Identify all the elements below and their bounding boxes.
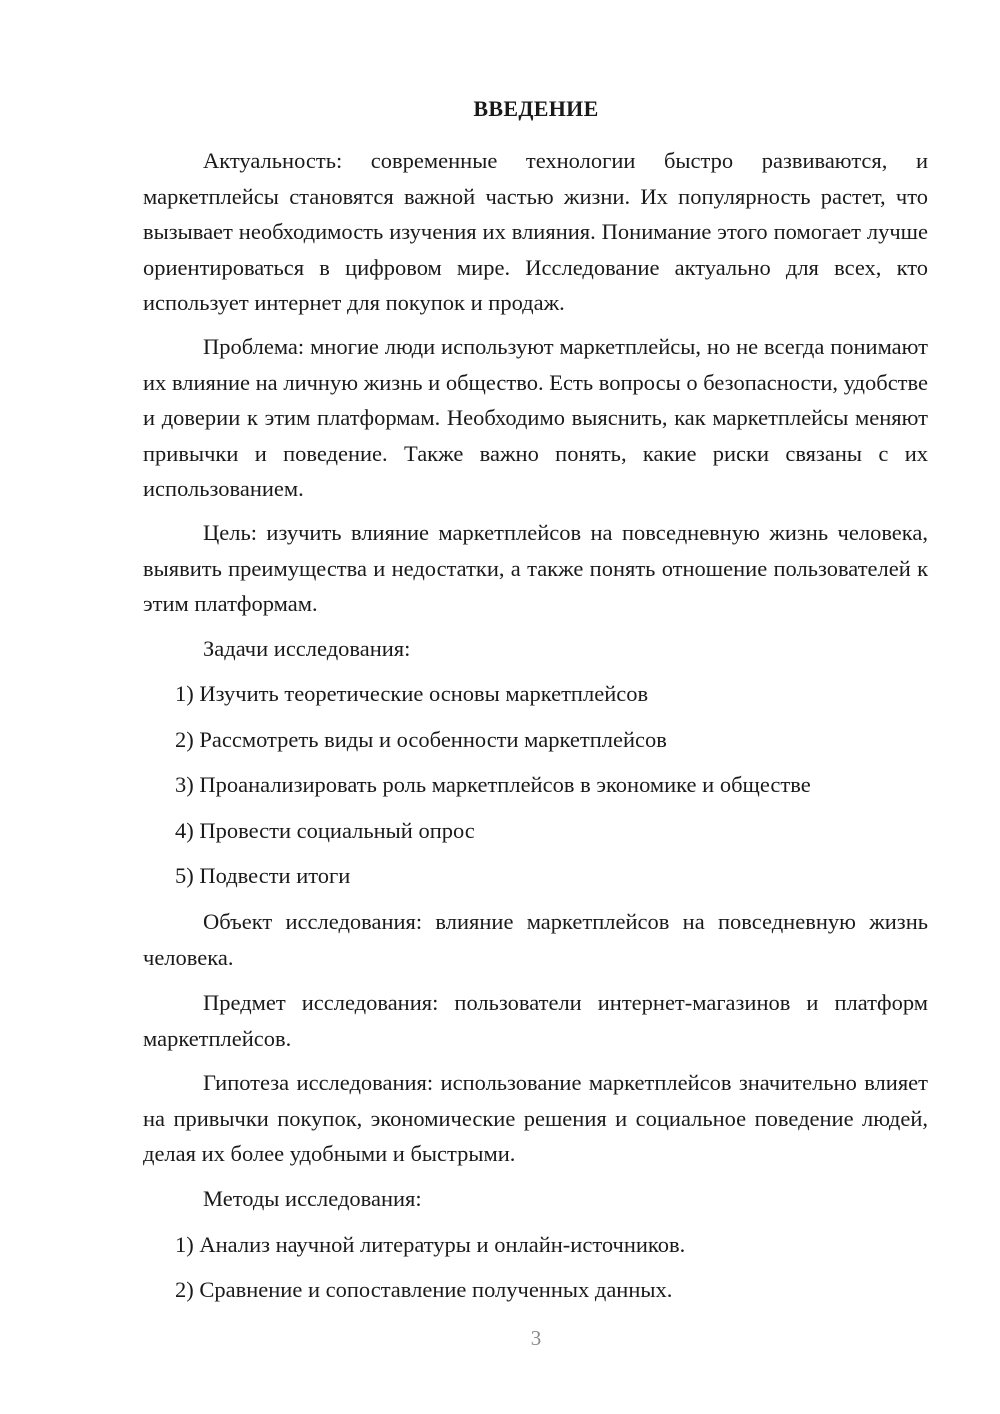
page-title: ВВЕДЕНИЕ (473, 96, 599, 121)
relevance-paragraph: Актуальность: современные технологии быстро развиваются, и маркетплейсы становятся важной частью жизни. Их популярность растет, что вызывает необходимость изучения их влияния. Понимание этого помогает лучше ориентироваться в цифровом мире. Исследование актуально для всех, кто использует интернет для покупок и продаж. (143, 148, 928, 315)
task-item: 5) Подвести итоги (175, 863, 351, 888)
goal-paragraph: Цель: изучить влияние маркетплейсов на повседневную жизнь человека, выявить преимущества и недостатки, а также понять отношение пользователей к этим платформам. (143, 520, 928, 616)
subject-paragraph: Предмет исследования: пользователи интернет-магазинов и платформ маркетплейсов. (143, 990, 928, 1051)
page-number: 3 (530, 1326, 542, 1350)
method-item: 2) Сравнение и сопоставление полученных данных. (175, 1277, 673, 1302)
task-item: 1) Изучить теоретические основы маркетплейсов (175, 681, 649, 706)
task-item: 2) Рассмотреть виды и особенности маркетплейсов (175, 727, 667, 752)
object-paragraph: Объект исследования: влияние маркетплейсов на повседневную жизнь человека. (143, 909, 928, 970)
method-item: 1) Анализ научной литературы и онлайн-источников. (175, 1232, 686, 1257)
task-item: 3) Проанализировать роль маркетплейсов в экономике и обществе (175, 772, 811, 797)
tasks-heading: Задачи исследования: (203, 636, 411, 661)
methods-heading: Методы исследования: (203, 1186, 422, 1211)
hypothesis-paragraph: Гипотеза исследования: использование маркетплейсов значительно влияет на привычки покупок, экономические решения и социальное поведение людей, делая их более удобными и быстрыми. (143, 1070, 928, 1166)
problem-paragraph: Проблема: многие люди используют маркетплейсы, но не всегда понимают их влияние на личную жизнь и общество. Есть вопросы о безопасности, удобстве и доверии к этим платформам. Необходимо выяснить, как маркетплейсы меняют привычки и поведение. Также важно понять, какие риски связаны с их использованием. (143, 334, 928, 501)
task-item: 4) Провести социальный опрос (175, 818, 475, 843)
